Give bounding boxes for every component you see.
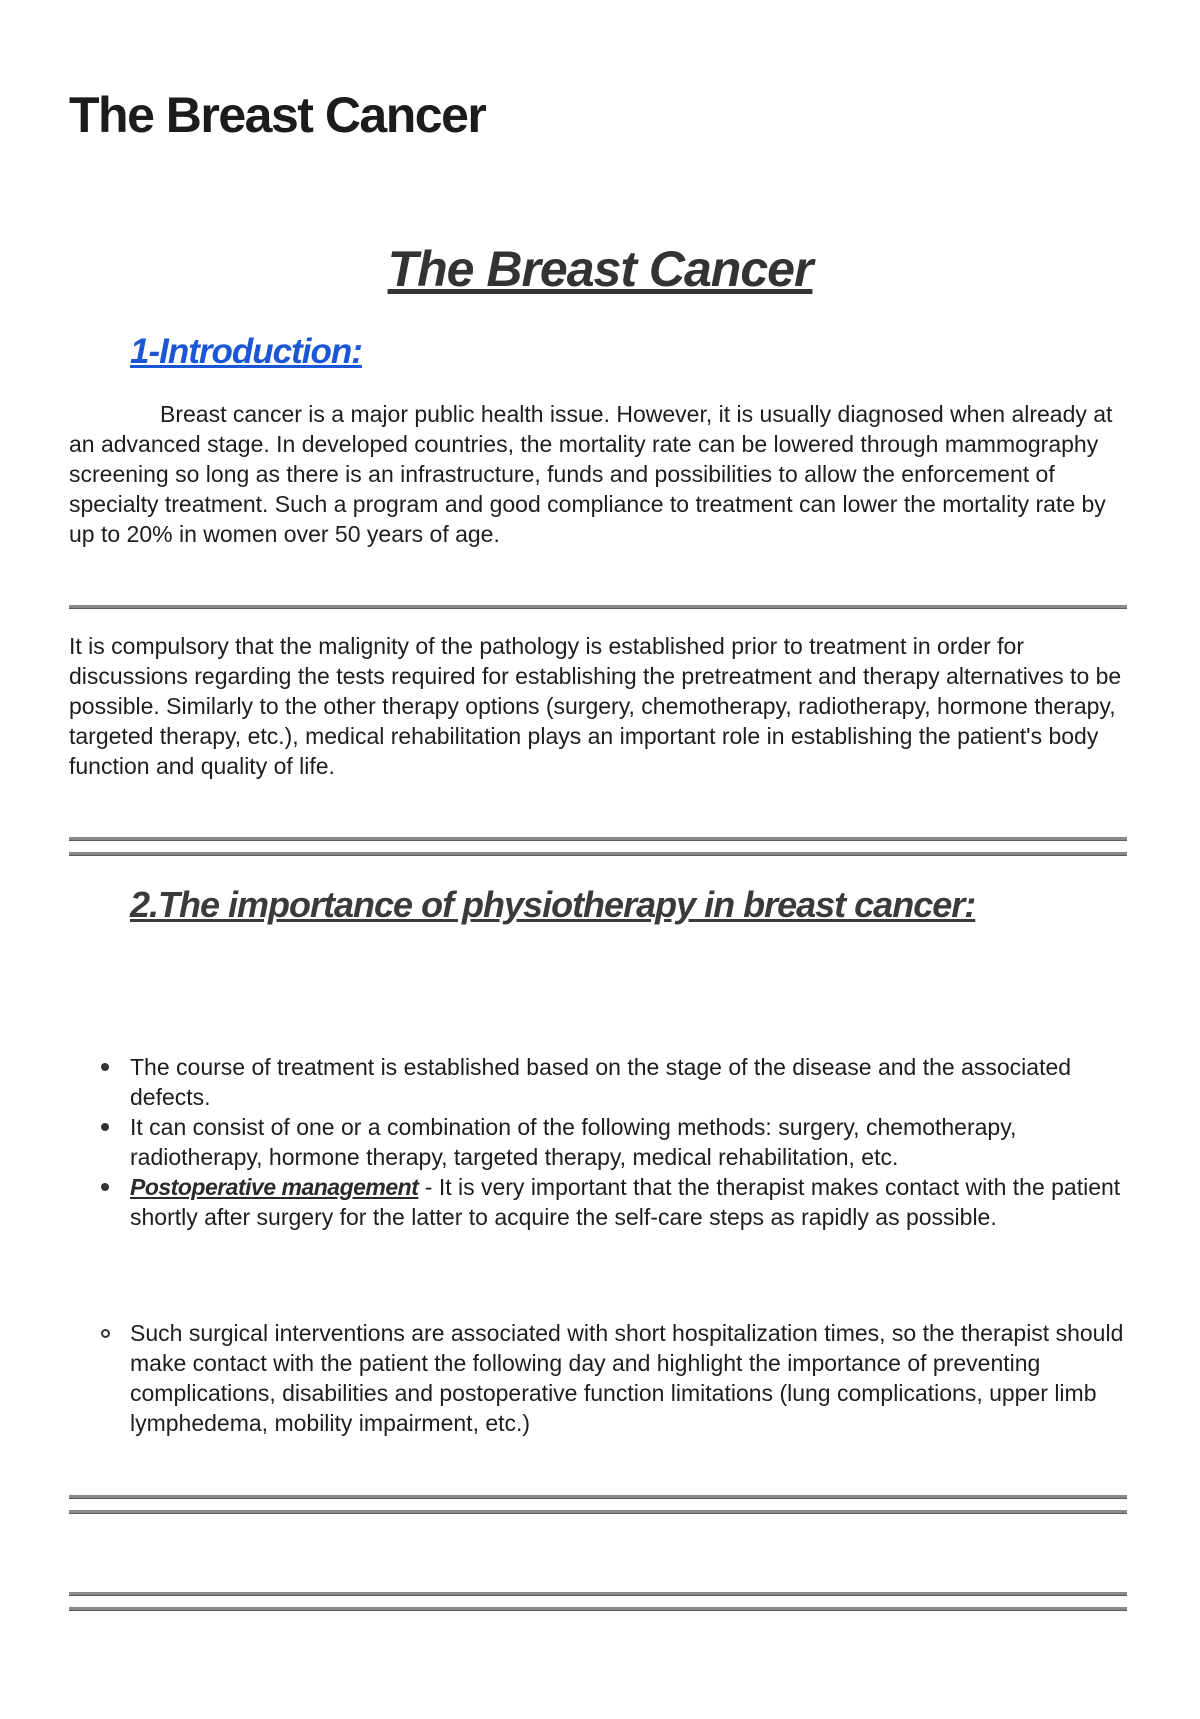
list-item xyxy=(130,1112,1130,1172)
list-item xyxy=(130,1318,1130,1438)
horizontal-rule xyxy=(69,837,1127,840)
centered-title: The Breast Cancer xyxy=(387,241,813,297)
treatment-bullet-list xyxy=(130,1052,1130,1232)
bullet-dot-icon xyxy=(101,1183,109,1191)
surgical-intervention-list xyxy=(130,1318,1130,1438)
bullet-text: Such surgical interventions are associated with short hospitalization times, so the therapist should make contact with the patient the following day and highlight the importance of preventing complications, disabilities and postoperative function limitations (lung complications, upper limb lymphedema, mobility impairment, etc.) xyxy=(130,1320,1124,1436)
bullet-dot-icon xyxy=(101,1063,109,1071)
physiotherapy-heading: 2.The importance of physiotherapy in breast cancer: xyxy=(130,884,976,925)
malignity-paragraph: It is compulsory that the malignity of the pathology is established prior to treatment in order for discussions regarding the tests required for establishing the pretreatment and therapy alternatives to be possible. Similarly to the other therapy options (surgery, chemotherapy, radiotherapy, hormone therapy, targeted therapy, etc.), medical rehabilitation plays an important role in establishing the patient's body function and quality of life. xyxy=(69,633,1122,779)
introduction-heading: 1-Introduction: xyxy=(130,332,362,371)
bullet-text: - It is very important that the therapist makes contact with the patient shortly after surgery for the latter to acquire the self-care steps as rapidly as possible. xyxy=(130,1174,1121,1230)
document-title: The Breast Cancer xyxy=(69,87,486,143)
horizontal-rule xyxy=(69,605,1127,608)
postoperative-management-term: Postoperative management xyxy=(130,1174,419,1200)
bullet-text: The course of treatment is established based on the stage of the disease and the associated defects. xyxy=(130,1054,1072,1110)
horizontal-rule xyxy=(69,852,1127,855)
bullet-text: It can consist of one or a combination of the following methods: surgery, chemotherapy, radiotherapy, hormone therapy, targeted therapy, medical rehabilitation, etc. xyxy=(130,1114,1017,1170)
bullet-dot-icon xyxy=(101,1123,109,1131)
horizontal-rule xyxy=(69,1495,1127,1498)
list-item xyxy=(130,1172,1130,1232)
horizontal-rule xyxy=(69,1592,1127,1595)
introduction-paragraph: Breast cancer is a major public health issue. However, it is usually diagnosed when already at an advanced stage. In developed countries, the mortality rate can be lowered through mammography screening so long as there is an infrastructure, funds and possibilities to allow the enforcement of specialty treatment. Such a program and good compliance to treatment can lower the mortality rate by up to 20% in women over 50 years of age. xyxy=(69,401,1113,547)
horizontal-rule xyxy=(69,1607,1127,1610)
list-item xyxy=(130,1052,1130,1112)
horizontal-rule xyxy=(69,1510,1127,1513)
bullet-circle-icon xyxy=(101,1329,110,1338)
